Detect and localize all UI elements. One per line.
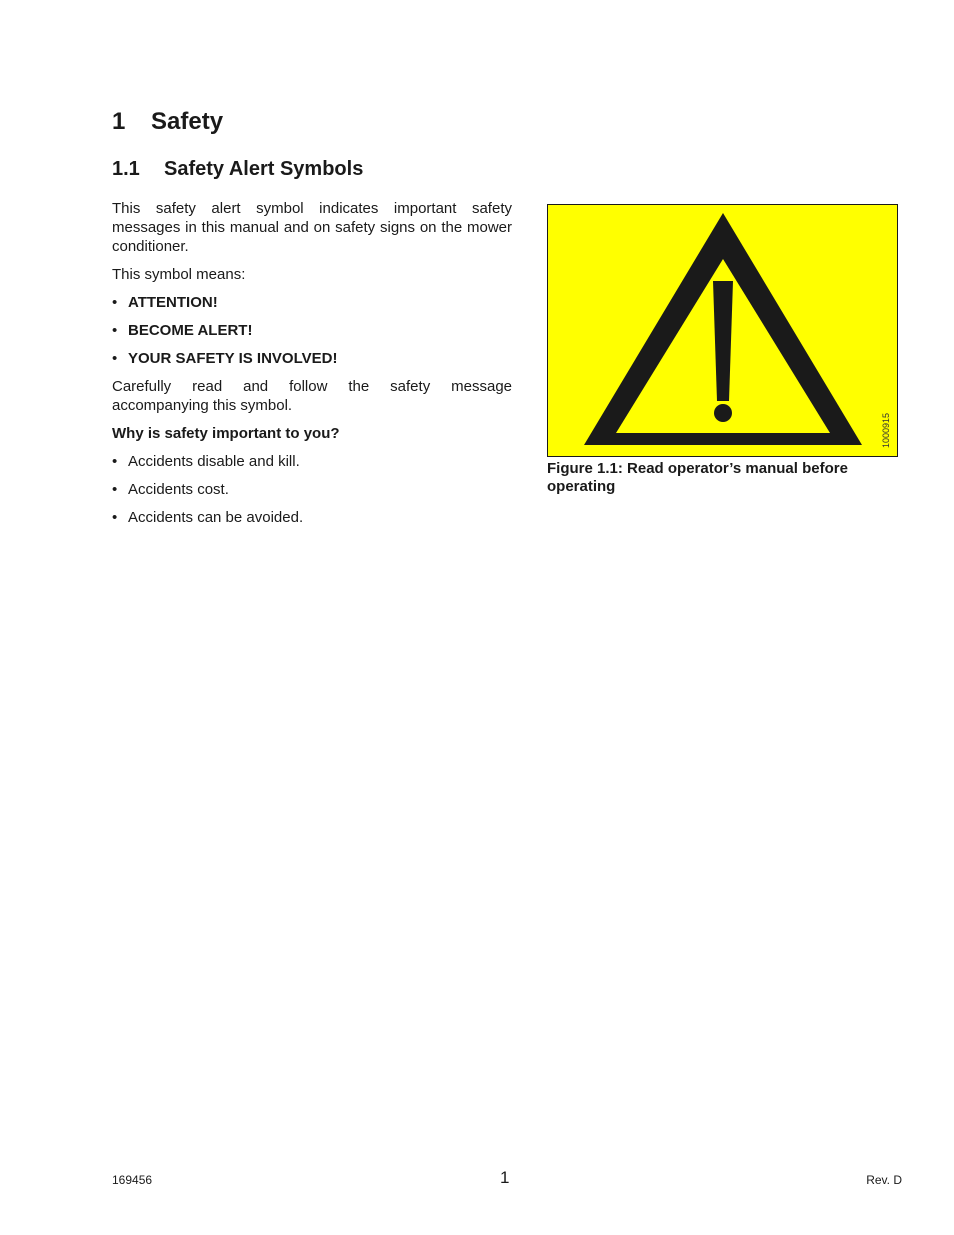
- intro-paragraph: This safety alert symbol indicates important safety messages in this manual and on safety signs on the mower conditioner.: [112, 200, 512, 255]
- list-item: • YOUR SAFETY IS INVOLVED!: [112, 350, 338, 367]
- follow-paragraph: Carefully read and follow the safety message accompanying this symbol.: [112, 378, 512, 414]
- bullet-icon: •: [112, 481, 118, 498]
- safety-alert-figure: [547, 204, 898, 457]
- bullet-icon: •: [112, 453, 118, 470]
- figure-id-code: 1000915: [881, 412, 891, 448]
- chapter-number: 1: [112, 108, 126, 135]
- section-title-text: Safety Alert Symbols: [164, 158, 364, 180]
- revision-label: Rev. D: [866, 1173, 902, 1187]
- section-number: 1.1: [112, 158, 140, 180]
- chapter-title: [112, 106, 223, 138]
- page-number: 1: [500, 1168, 510, 1187]
- list-item: • Accidents disable and kill.: [112, 453, 300, 470]
- symbol-means-paragraph: This symbol means:: [112, 266, 246, 283]
- document-number: 169456: [112, 1173, 153, 1187]
- page-footer: [112, 1168, 902, 1188]
- body-text-column: [112, 199, 512, 536]
- bullet-icon: •: [112, 350, 118, 367]
- bullet-icon: •: [112, 509, 118, 526]
- bullet-icon: •: [112, 322, 118, 339]
- warning-triangle-icon: [548, 205, 897, 456]
- reasons-list: [112, 452, 512, 527]
- list-item: • BECOME ALERT!: [112, 322, 253, 339]
- list-item: • Accidents can be avoided.: [112, 509, 304, 526]
- section-title: [112, 155, 363, 183]
- list-item: • ATTENTION!: [112, 294, 218, 311]
- list-item: • Accidents cost.: [112, 481, 229, 498]
- figure-caption: Figure 1.1: Read operator’s manual before operating: [547, 460, 848, 495]
- symbol-meaning-list: [112, 293, 512, 368]
- why-heading: Why is safety important to you?: [112, 425, 340, 442]
- chapter-title-text: Safety: [151, 108, 224, 135]
- bullet-icon: •: [112, 294, 118, 311]
